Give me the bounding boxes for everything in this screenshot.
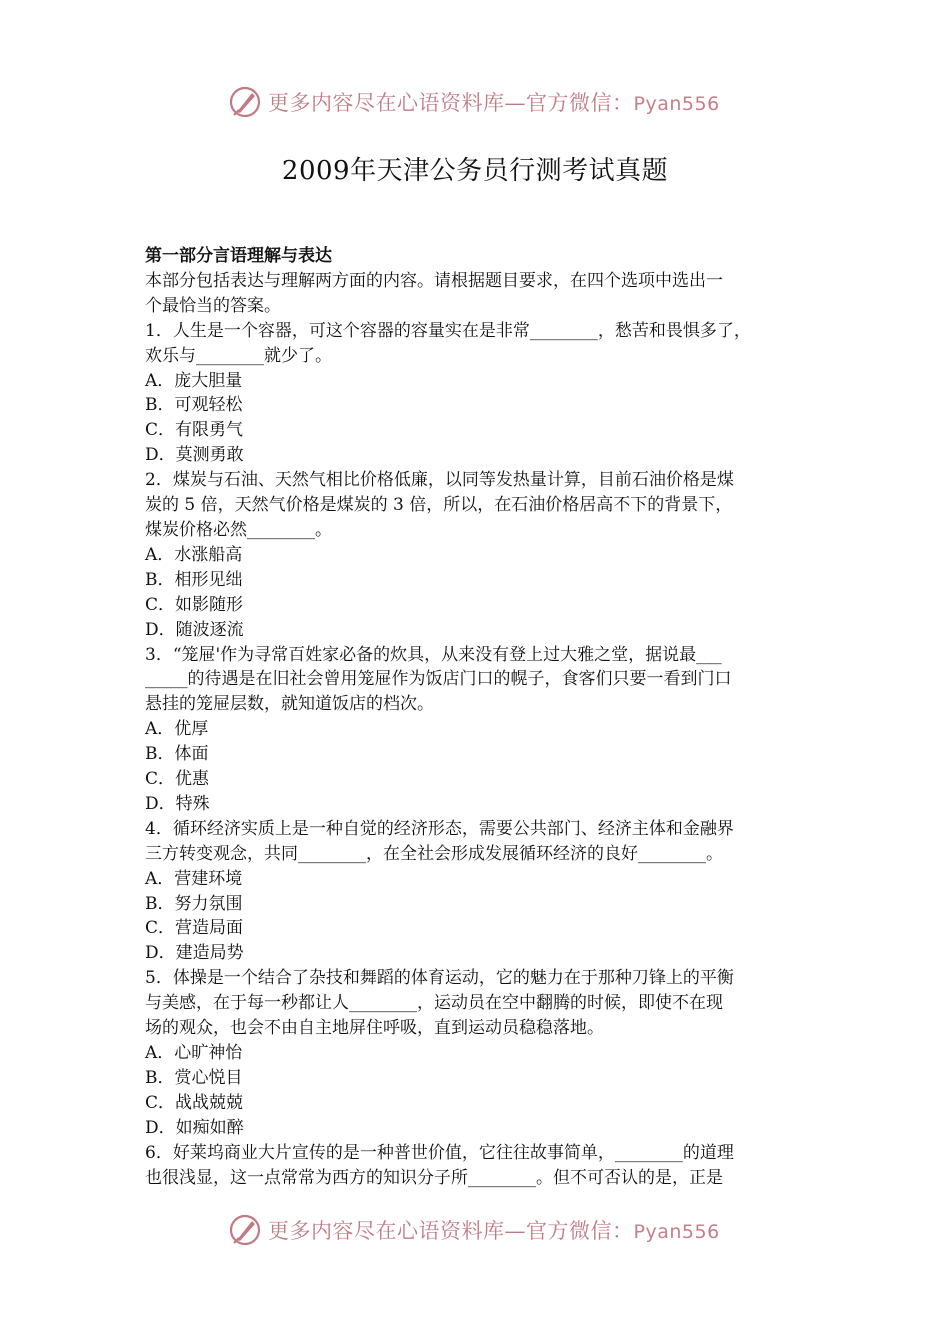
banner-text: 更多内容尽在心语资料库—官方微信：Pyan556	[268, 1219, 720, 1243]
quill-pen-circle-icon	[228, 1213, 262, 1247]
option-line: D．建造局势	[145, 943, 244, 964]
question-line: 也很浅显，这一点常常为西方的知识分子所________。但不可否认的是，正是	[145, 1167, 723, 1188]
question-line: 炭的 5 倍，天然气价格是煤炭的 3 倍，所以，在石油价格居高不下的背景下，	[145, 495, 733, 516]
question-line: 悬挂的笼屉层数，就知道饭店的档次。	[145, 694, 434, 715]
option-line: C．有限勇气	[145, 420, 244, 441]
wechat-id: Pyan556	[633, 1221, 720, 1243]
footer-banner	[0, 1210, 950, 1250]
question-line: _____的待遇是在旧社会曾用笼屉作为饭店门口的幌子，食客们只要一看到门口	[145, 669, 732, 690]
option-line: B．赏心悦目	[145, 1067, 243, 1088]
option-line: B．可观轻松	[145, 395, 243, 416]
option-line: A．庞大胆量	[145, 370, 243, 391]
question-line: 3．“笼屉'作为寻常百姓家必备的炊具，从来没有登上过大雅之堂，据说最___	[145, 644, 722, 665]
question-line: 与美感，在于每一秒都让人________，运动员在空中翻腾的时候，即使不在现	[145, 993, 723, 1014]
option-line: B．努力氛围	[145, 893, 243, 914]
question-line: 6．好莱坞商业大片宣传的是一种普世价值，它往往故事简单，________的道理	[145, 1142, 734, 1163]
document-title: 2009年天津公务员行测考试真题	[281, 156, 669, 186]
option-line: A．营建环境	[145, 868, 243, 889]
question-line: 欢乐与________就少了。	[145, 345, 332, 366]
quill-pen-circle-icon	[228, 85, 262, 119]
option-line: C．营造局面	[145, 918, 244, 939]
question-line: 2．煤炭与石油、天然气相比价格低廉，以同等发热量计算，目前石油价格是煤	[145, 470, 734, 491]
banner-text: 更多内容尽在心语资料库—官方微信：Pyan556	[268, 91, 720, 115]
option-line: C．如影随形	[145, 594, 244, 615]
header-banner	[0, 82, 950, 122]
document-body	[145, 244, 817, 1190]
intro-line: 个最恰当的答案。	[145, 295, 281, 316]
option-line: A．水涨船高	[145, 544, 243, 565]
option-line: B．体面	[145, 744, 209, 765]
option-line: D．如痴如醉	[145, 1117, 244, 1138]
option-line: C．战战兢兢	[145, 1092, 244, 1113]
option-line: C．优惠	[145, 769, 210, 790]
question-line: 场的观众，也会不由自主地屏住呼吸，直到运动员稳稳落地。	[145, 1018, 604, 1039]
option-line: A．优厚	[145, 719, 209, 740]
option-line: D．随波逐流	[145, 619, 244, 640]
option-line: B．相形见绌	[145, 569, 243, 590]
option-line: D．特殊	[145, 793, 210, 814]
intro-line: 本部分包括表达与理解两方面的内容。请根据题目要求，在四个选项中选出一	[145, 270, 723, 291]
question-line: 5．体操是一个结合了杂技和舞蹈的体育运动，它的魅力在于那种刀锋上的平衡	[145, 968, 734, 989]
wechat-id: Pyan556	[633, 93, 720, 115]
option-line: A．心旷神怡	[145, 1043, 243, 1063]
question-line: 三方转变观念，共同________，在全社会形成发展循环经济的良好________。	[145, 843, 723, 864]
question-line: 煤炭价格必然________。	[145, 519, 332, 540]
option-line: D．莫测勇敢	[145, 445, 244, 466]
question-line: 1．人生是一个容器，可这个容器的容量实在是非常________，愁苦和畏惧多了，	[145, 320, 751, 341]
question-line: 4．循环经济实质上是一种自觉的经济形态，需要公共部门、经济主体和金融界	[145, 818, 734, 839]
section-heading: 第一部分言语理解与表达	[145, 246, 332, 266]
